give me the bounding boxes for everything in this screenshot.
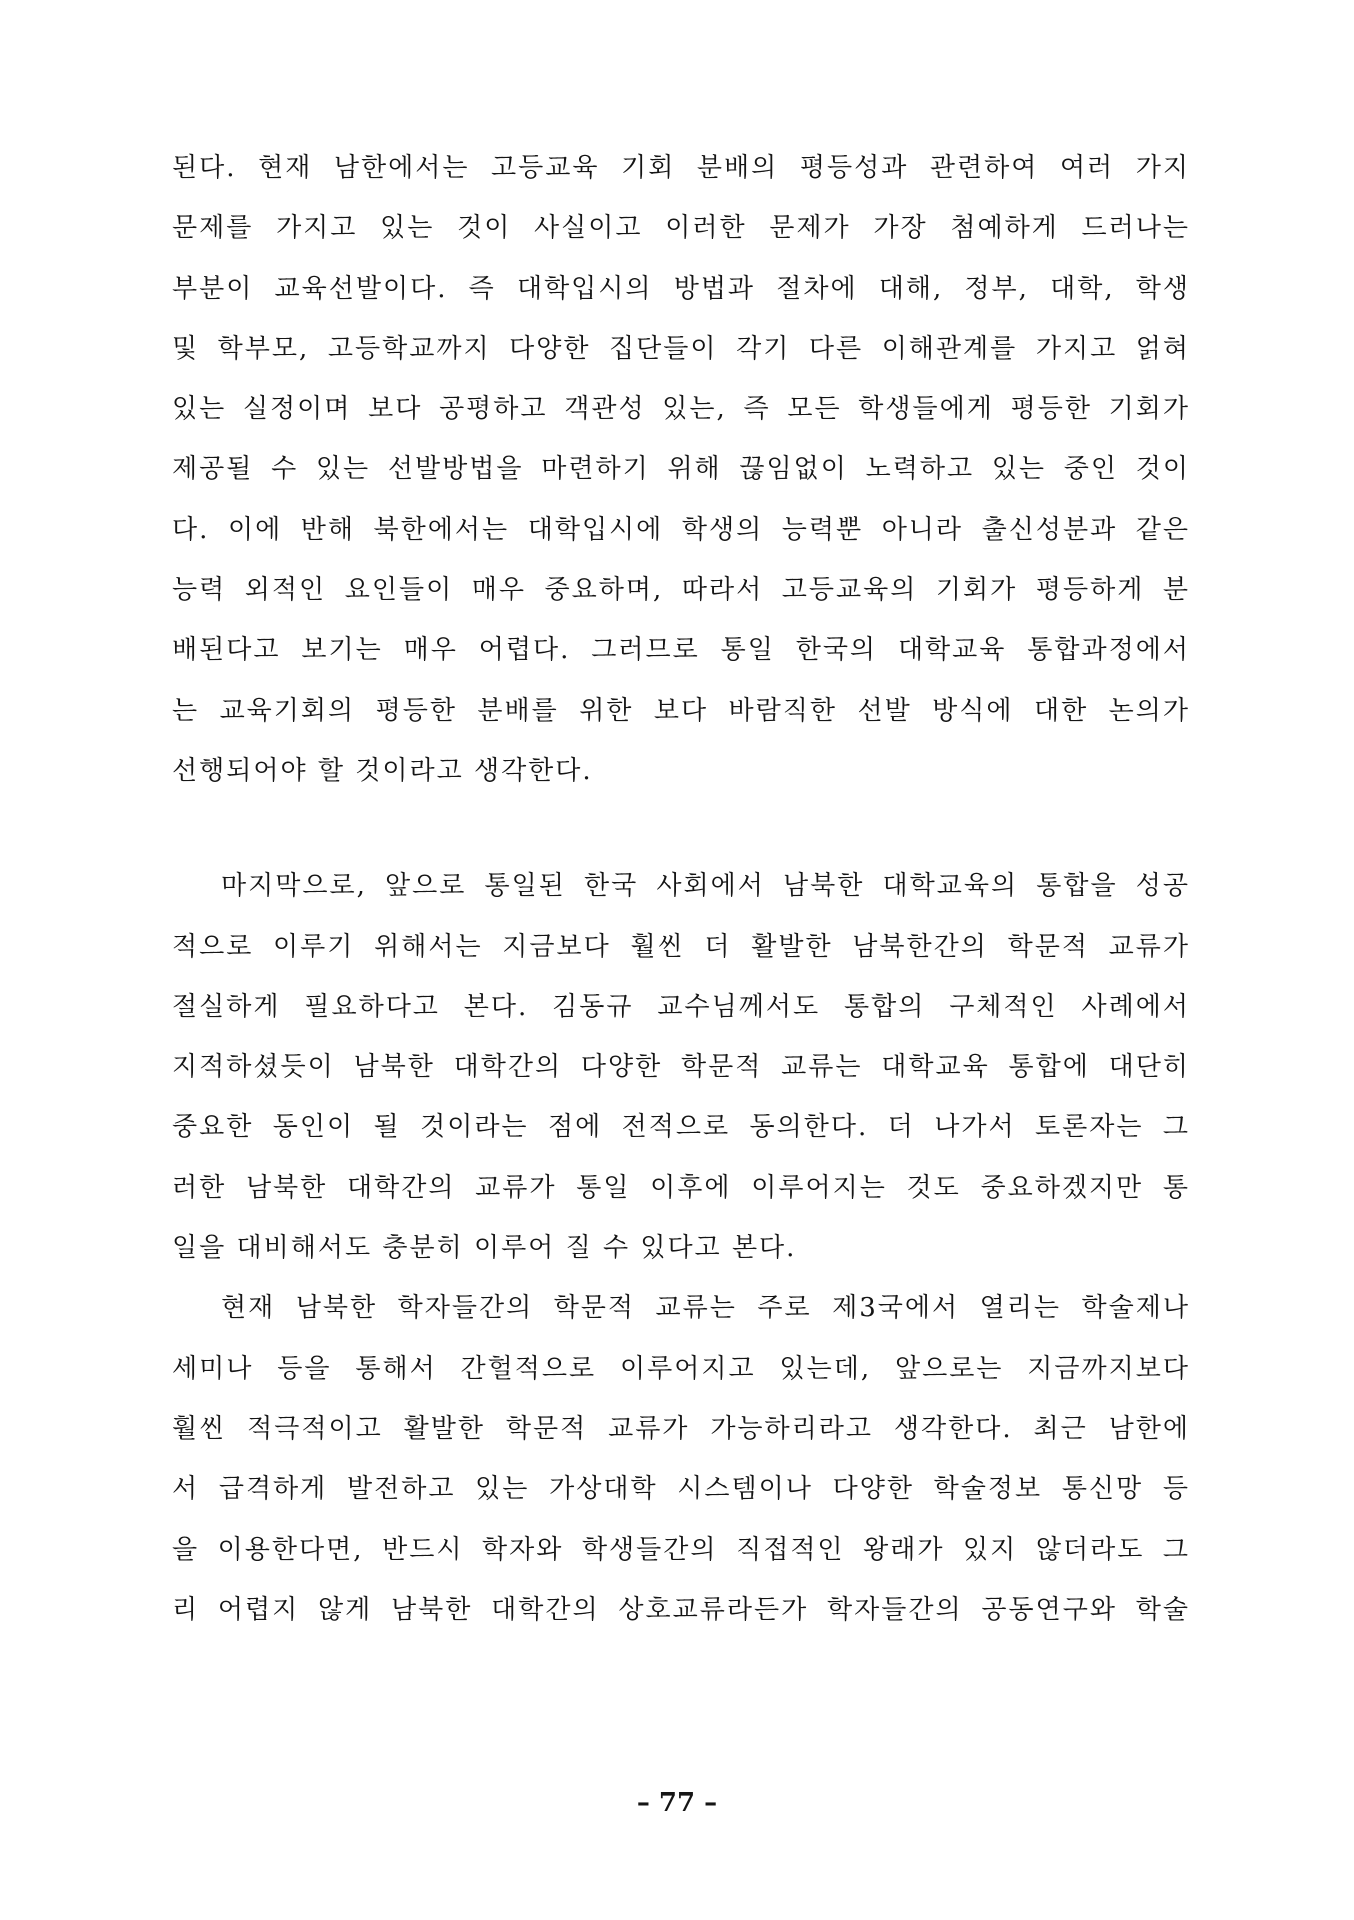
text-line: 을 이용한다면, 반드시 학자와 학생들간의 직접적인 왕래가 있지 않더라도 그	[172, 1534, 1190, 1565]
text-line: 지적하셨듯이 남북한 대학간의 다양한 학문적 교류는 대학교육 통합에 대단히	[172, 1052, 1190, 1083]
body-text	[172, 138, 1190, 1640]
page-number: – 77 –	[636, 1788, 718, 1818]
text-line: 부분이 교육선발이다. 즉 대학입시의 방법과 절차에 대해, 정부, 대학, 학생	[172, 273, 1190, 304]
text-line: 일을 대비해서도 충분히 이루어 질 수 있다고 본다.	[172, 1233, 797, 1264]
text-line: 다. 이에 반해 북한에서는 대학입시에 학생의 능력뿐 아니라 출신성분과 같은	[172, 514, 1190, 545]
text-line: 는 교육기회의 평등한 분배를 위한 보다 바람직한 선발 방식에 대한 논의가	[172, 695, 1190, 726]
paragraph-3	[172, 1278, 1190, 1640]
text-line: 러한 남북한 대학간의 교류가 통일 이후에 이루어지는 것도 중요하겠지만 통	[172, 1172, 1190, 1203]
text-line: 서 급격하게 발전하고 있는 가상대학 시스템이나 다양한 학술정보 통신망 등	[172, 1474, 1190, 1505]
text-line: 리 어렵지 않게 남북한 대학간의 상호교류라든가 학자들간의 공동연구와 학술	[172, 1594, 1190, 1625]
paragraph-1	[172, 138, 1190, 801]
text-line: 절실하게 필요하다고 본다. 김동규 교수님께서도 통합의 구체적인 사례에서	[172, 991, 1190, 1022]
text-line: 제공될 수 있는 선발방법을 마련하기 위해 끊임없이 노력하고 있는 중인 것이	[172, 454, 1190, 485]
text-line: 능력 외적인 요인들이 매우 중요하며, 따라서 고등교육의 기회가 평등하게 분	[172, 575, 1190, 606]
text-line: 세미나 등을 통해서 간헐적으로 이루어지고 있는데, 앞으로는 지금까지보다	[172, 1353, 1190, 1384]
text-line: 배된다고 보기는 매우 어렵다. 그러므로 통일 한국의 대학교육 통합과정에서	[172, 635, 1190, 666]
text-line: 있는 실정이며 보다 공평하고 객관성 있는, 즉 모든 학생들에게 평등한 기회가	[172, 394, 1190, 425]
text-line: 적으로 이루기 위해서는 지금보다 훨씬 더 활발한 남북한간의 학문적 교류가	[172, 931, 1190, 962]
text-line: 문제를 가지고 있는 것이 사실이고 이러한 문제가 가장 첨예하게 드러나는	[172, 213, 1190, 244]
text-line: 중요한 동인이 될 것이라는 점에 전적으로 동의한다. 더 나가서 토론자는 그	[172, 1112, 1190, 1143]
text-line: 현재 남북한 학자들간의 학문적 교류는 주로 제3국에서 열리는 학술제나	[221, 1293, 1190, 1324]
text-line: 선행되어야 할 것이라고 생각한다.	[172, 755, 593, 786]
text-line: 된다. 현재 남한에서는 고등교육 기회 분배의 평등성과 관련하여 여러 가지	[172, 153, 1190, 183]
text-line: 마지막으로, 앞으로 통일된 한국 사회에서 남북한 대학교육의 통합을 성공	[221, 871, 1190, 902]
text-line: 훨씬 적극적이고 활발한 학문적 교류가 가능하리라고 생각한다. 최근 남한에	[172, 1413, 1190, 1444]
text-line: 및 학부모, 고등학교까지 다양한 집단들이 각기 다른 이해관계를 가지고 얽혀	[172, 333, 1190, 364]
paragraph-2	[172, 856, 1190, 1278]
